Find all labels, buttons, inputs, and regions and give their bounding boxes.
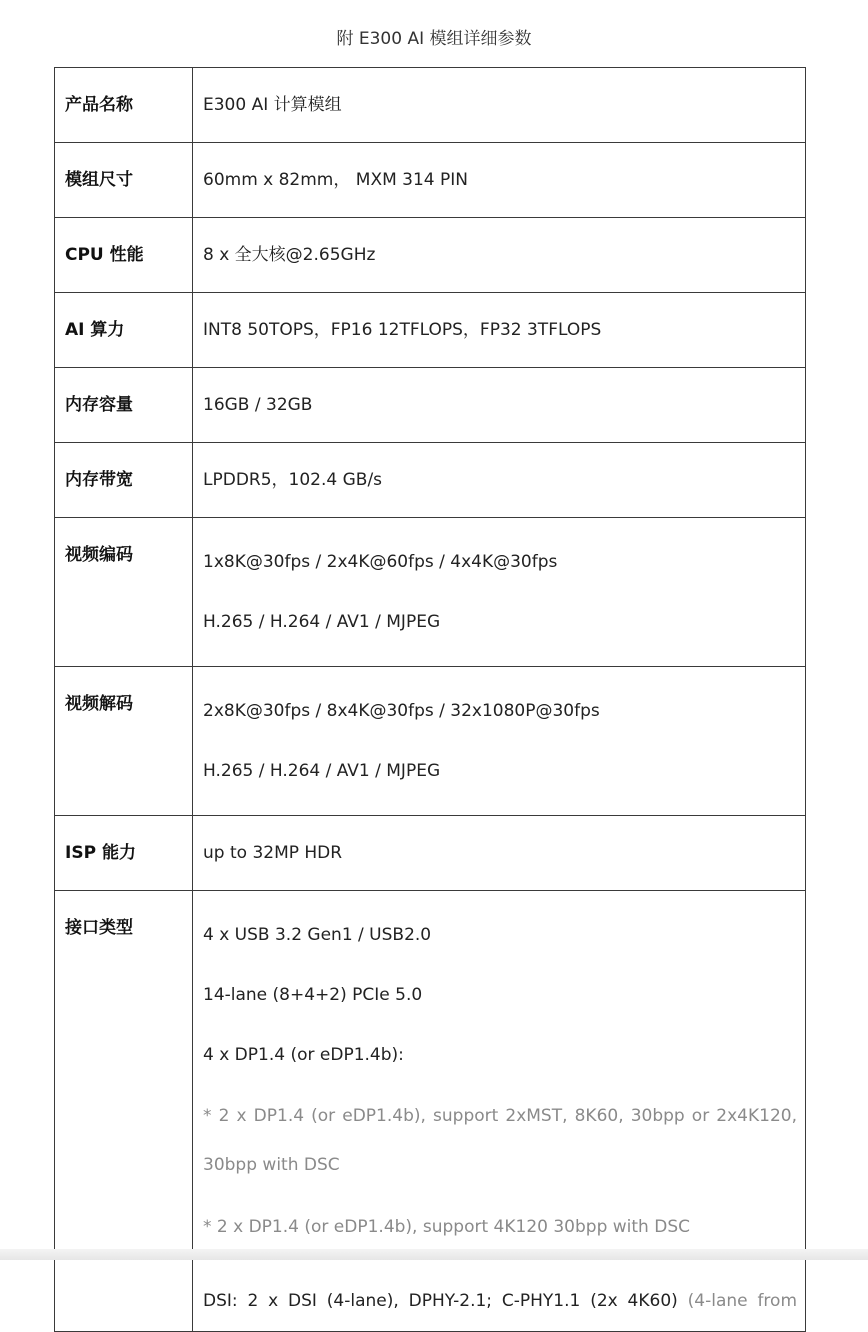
table-row-video-encode [55,518,806,667]
table-row-module-size [55,143,806,218]
table-row-cpu [55,218,806,293]
bottom-edge [0,1249,868,1260]
row-label: 接口类型 [55,891,193,1332]
row-value: 2x8K@30fps / 8x4K@30fps / 32x1080P@30fps H.265 / H.264 / AV1 / MJPEG [193,667,806,816]
table-row-ai-compute [55,293,806,368]
table-row-memory-capacity [55,368,806,443]
table-row-product-name [55,68,806,143]
row-label: 内存容量 [55,368,193,443]
row-label: 视频解码 [55,667,193,816]
row-value: E300 AI 计算模组 [193,68,806,143]
row-label: AI 算力 [55,293,193,368]
row-value: 8 x 全大核@2.65GHz [193,218,806,293]
row-value: 16GB / 32GB [193,368,806,443]
row-label: ISP 能力 [55,816,193,891]
row-label: CPU 性能 [55,218,193,293]
row-value: 4 x USB 3.2 Gen1 / USB2.0 14-lane (8+4+2) PCIe 5.0 4 x DP1.4 (or eDP1.4b): * 2 x DP1.4 (or eDP1.4b), support 2xMST, 8K60, 30bpp or 2x4K120, 30bpp with DSC * 2 x DP1.4 (or eDP1.4b), support 4K120 30bpp with DSC DSI: 2 x DSI (4-lane), DPHY-2.1; C-PHY1.1 (2x 4K60) (4-lane from [193,891,806,1332]
row-label: 视频编码 [55,518,193,667]
row-label: 内存带宽 [55,443,193,518]
row-label: 模组尺寸 [55,143,193,218]
row-value: up to 32MP HDR [193,816,806,891]
table-row-video-decode [55,667,806,816]
row-label: 产品名称 [55,68,193,143]
table-row-memory-bandwidth [55,443,806,518]
document-title: 附 E300 AI 模组详细参数 [336,29,532,49]
table-row-isp [55,816,806,891]
row-value: 1x8K@30fps / 2x4K@60fps / 4x4K@30fps H.265 / H.264 / AV1 / MJPEG [193,518,806,667]
spec-table [54,67,806,1332]
table-row-interfaces [55,891,806,1332]
row-value: LPDDR5，102.4 GB/s [193,443,806,518]
row-value: 60mm x 82mm， MXM 314 PIN [193,143,806,218]
row-value: INT8 50TOPS，FP16 12TFLOPS，FP32 3TFLOPS [193,293,806,368]
